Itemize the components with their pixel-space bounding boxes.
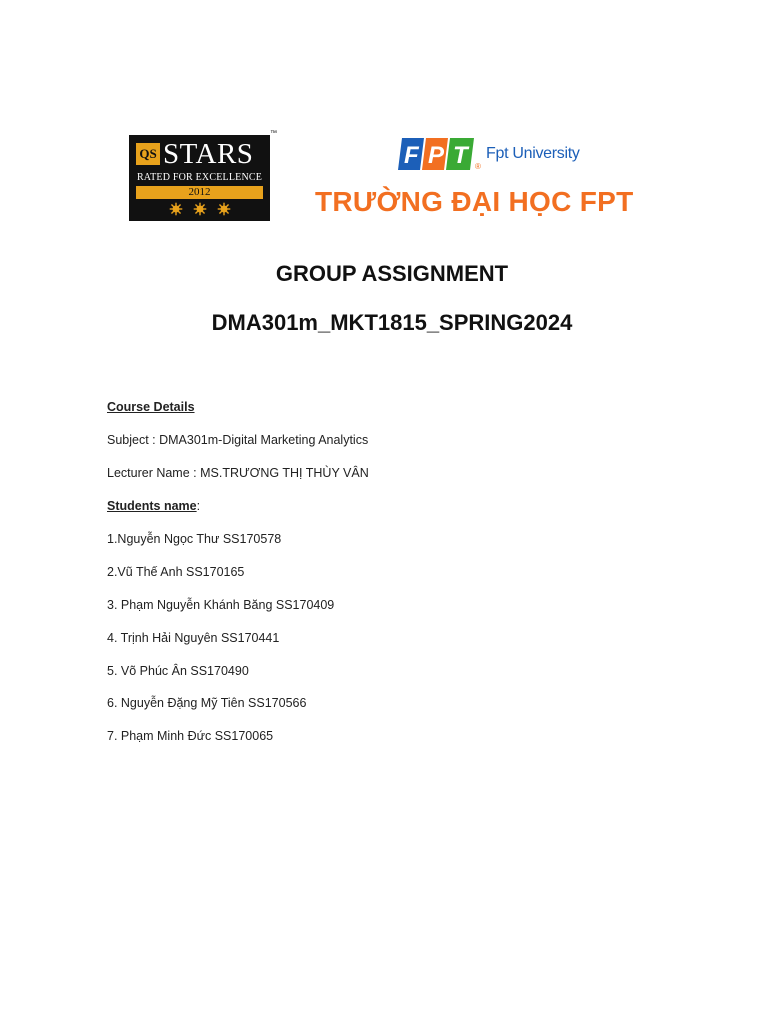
star-icon [217,202,231,216]
student-item: 7. Phạm Minh Đức SS170065 [107,729,274,743]
qs-stars-logo [129,130,277,221]
fpt-university-text: Fpt University [486,145,580,162]
qs-trademark: ™ [270,130,277,137]
qs-mark: QS [136,143,160,165]
assignment-code: DMA301m_MKT1815_SPRING2024 [211,310,573,335]
school-name: TRƯỜNG ĐẠI HỌC FPT [315,186,634,217]
student-item: 1.Nguyễn Ngọc Thư SS170578 [107,532,282,546]
students-label-suffix: : [196,499,201,513]
star-icon [193,202,207,216]
subject-line: Subject : DMA301m-Digital Marketing Analytics [107,433,369,447]
assignment-title: GROUP ASSIGNMENT [275,261,509,286]
fpt-registered-mark: ® [475,162,481,171]
student-item: 3. Phạm Nguyễn Khánh Băng SS170409 [107,598,335,612]
qs-year: 2012 [136,186,263,199]
lecturer-line: Lecturer Name : MS.TRƯƠNG THỊ THÙY VÂN [107,466,369,480]
qs-star-row [129,199,270,219]
fpt-logo [396,136,476,172]
students-label: Students name [107,499,197,513]
svg-text:F: F [404,142,419,169]
student-item: 6. Nguyễn Đặng Mỹ Tiên SS170566 [107,696,307,710]
svg-text:P: P [428,142,445,169]
course-details-heading: Course Details [107,400,195,414]
student-item: 4. Trịnh Hải Nguyên SS170441 [107,631,280,645]
students-heading [107,499,200,513]
qs-rated-text: RATED FOR EXCELLENCE [136,172,263,183]
student-item: 5. Võ Phúc Ân SS170490 [107,664,249,678]
qs-stars-word: STARS [163,138,254,170]
student-item: 2.Vũ Thế Anh SS170165 [107,565,245,579]
star-icon [169,202,183,216]
svg-text:T: T [453,142,468,169]
